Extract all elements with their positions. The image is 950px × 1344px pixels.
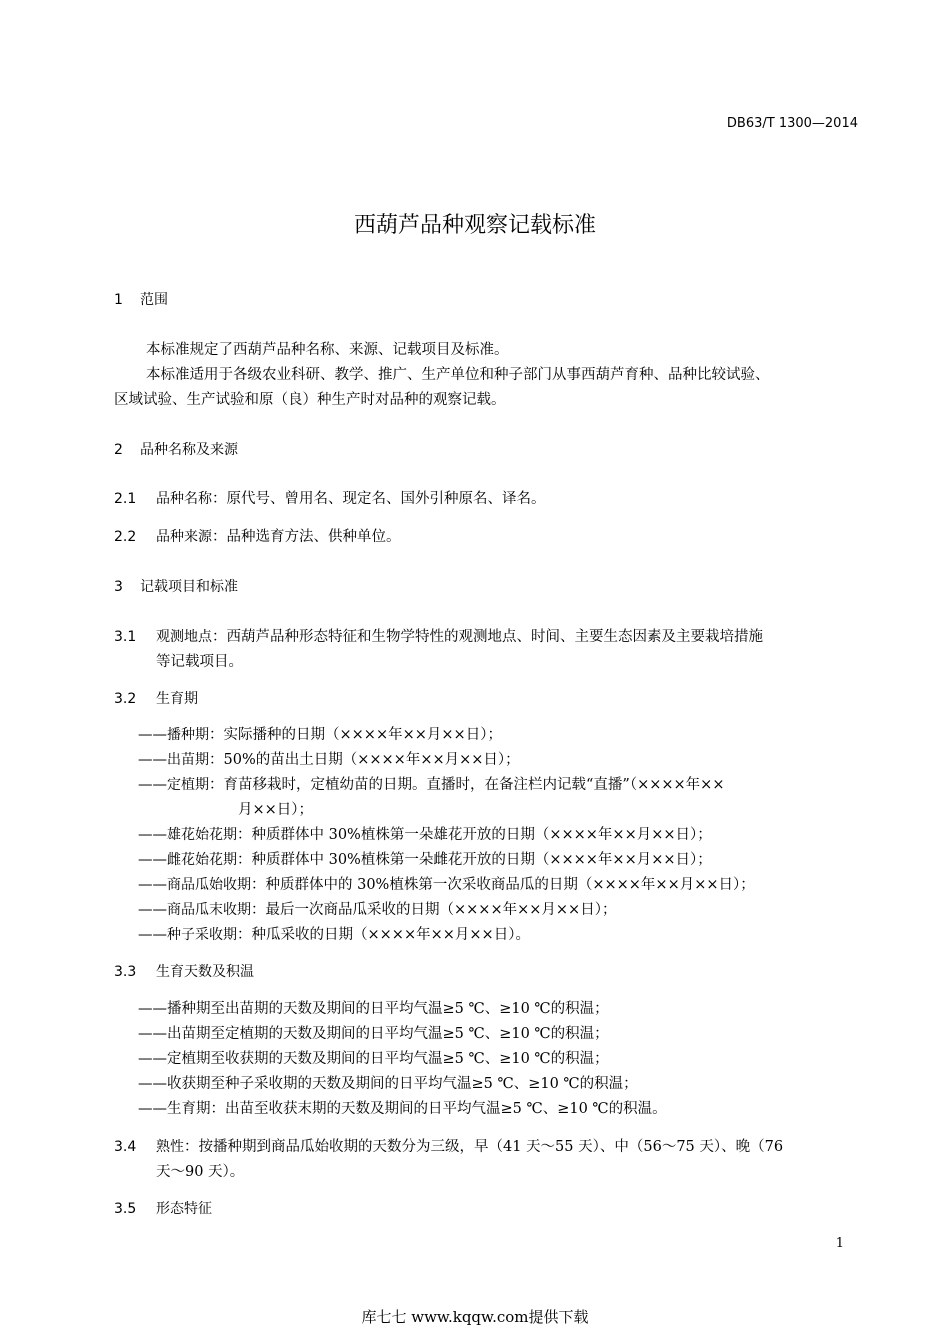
term: 定植期	[167, 777, 209, 793]
section-title: 记载项目和标准	[140, 579, 238, 595]
section-1-heading	[114, 289, 168, 309]
section-title: 品种名称及来源	[140, 442, 238, 458]
dash: ——	[138, 727, 167, 743]
section-number: 1	[114, 292, 123, 308]
item-text: 生育期：出苗至收获末期的天数及期间的日平均气温≥5 ℃、≥10 ℃的积温。	[167, 1101, 667, 1117]
term: 商品瓜末收期	[167, 902, 251, 918]
list-item	[138, 1097, 667, 1118]
section-3-heading	[114, 576, 238, 596]
list-item	[138, 748, 520, 769]
item-text: 收获期至种子采收期的天数及期间的日平均气温≥5 ℃、≥10 ℃的积温；	[167, 1076, 638, 1092]
dash: ——	[138, 877, 167, 893]
subsection-title: 生育期	[156, 691, 198, 707]
subsection-number: 3.2	[114, 691, 137, 707]
list-item	[138, 997, 609, 1018]
dash: ——	[138, 1051, 167, 1067]
list-item	[138, 923, 530, 944]
item-text: ：50%的苗出土日期（××××年××月××日）；	[209, 752, 520, 768]
dash: ——	[138, 827, 167, 843]
definition: ：原代号、曾用名、现定名、国外引种原名、译名。	[212, 491, 546, 507]
document-id: DB63/T 1300—2014	[726, 116, 858, 131]
item-text: ：种质群体中的 30%植株第一次采收商品瓜的日期（××××年××月××日）；	[251, 877, 755, 893]
item-text: ：育苗移栽时，定植幼苗的日期。直播时，在备注栏内记载“直播”（××××年××	[209, 777, 725, 793]
subsection-2-2	[114, 525, 401, 546]
term: 雄花始花期	[167, 827, 237, 843]
footer-watermark: 库七七 www.kqqw.com提供下载	[361, 1308, 589, 1326]
list-item-continuation: 月××日）；	[238, 802, 314, 818]
item-text: ：种瓜采收的日期（××××年××月××日）。	[237, 927, 530, 943]
section-number: 2	[114, 442, 123, 458]
item-text: 播种期至出苗期的天数及期间的日平均气温≥5 ℃、≥10 ℃的积温；	[167, 1001, 609, 1017]
subsection-3-4	[114, 1135, 783, 1156]
term: 种子采收期	[167, 927, 237, 943]
paragraph-continuation: 区域试验、生产试验和原（良）种生产时对品种的观察记载。	[114, 392, 506, 408]
term: 出苗期	[167, 752, 209, 768]
definition: ：品种选育方法、供种单位。	[212, 529, 401, 545]
subsection-number: 2.1	[114, 491, 137, 507]
subsection-3-1	[114, 625, 763, 646]
subsection-number: 3.1	[114, 629, 137, 645]
subsection-3-2-heading	[114, 688, 198, 708]
definition-continuation: 等记载项目。	[156, 654, 243, 670]
dash: ——	[138, 1101, 167, 1117]
item-text: ：最后一次商品瓜采收的日期（××××年××月××日）；	[251, 902, 617, 918]
section-title: 范围	[140, 292, 168, 308]
term: 熟性	[156, 1139, 184, 1155]
subsection-number: 3.3	[114, 964, 137, 980]
subsection-2-1	[114, 487, 546, 508]
dash: ——	[138, 927, 167, 943]
item-text: 出苗期至定植期的天数及期间的日平均气温≥5 ℃、≥10 ℃的积温；	[167, 1026, 609, 1042]
dash: ——	[138, 1076, 167, 1092]
term: 观测地点	[156, 629, 212, 645]
list-item	[138, 873, 755, 894]
list-item	[138, 823, 712, 844]
item-text: ：实际播种的日期（××××年××月××日）；	[209, 727, 502, 743]
term: 品种来源	[156, 529, 212, 545]
list-item	[138, 1022, 609, 1043]
list-item	[138, 848, 712, 869]
term: 播种期	[167, 727, 209, 743]
dash: ——	[138, 1001, 167, 1017]
list-item	[138, 773, 724, 794]
item-text: ：种质群体中 30%植株第一朵雌花开放的日期（××××年××月××日）；	[237, 852, 712, 868]
page-number: 1	[835, 1236, 844, 1251]
list-item	[138, 898, 616, 919]
definition: ：按播种期到商品瓜始收期的天数分为三级，早（41 天～55 天）、中（56～75 天）、晚（76	[184, 1139, 784, 1155]
subsection-number: 3.5	[114, 1201, 137, 1217]
section-number: 3	[114, 579, 123, 595]
term: 雌花始花期	[167, 852, 237, 868]
item-text: 定植期至收获期的天数及期间的日平均气温≥5 ℃、≥10 ℃的积温；	[167, 1051, 609, 1067]
definition: ：西葫芦品种形态特征和生物学特性的观测地点、时间、主要生态因素及主要栽培措施	[212, 629, 763, 645]
item-text: ：种质群体中 30%植株第一朵雄花开放的日期（××××年××月××日）；	[237, 827, 712, 843]
paragraph: 本标准适用于各级农业科研、教学、推广、生产单位和种子部门从事西葫芦育种、品种比较试验、	[146, 367, 770, 383]
subsection-title: 形态特征	[156, 1201, 212, 1217]
subsection-3-5-heading	[114, 1198, 212, 1218]
subsection-title: 生育天数及积温	[156, 964, 254, 980]
term: 品种名称	[156, 491, 212, 507]
term: 商品瓜始收期	[167, 877, 251, 893]
subsection-3-3-heading	[114, 961, 254, 981]
dash: ——	[138, 777, 167, 793]
list-item	[138, 723, 502, 744]
dash: ——	[138, 902, 167, 918]
paragraph: 本标准规定了西葫芦品种名称、来源、记载项目及标准。	[146, 342, 509, 358]
definition-continuation: 天～90 天）。	[156, 1164, 245, 1180]
page-title: 西葫芦品种观察记载标准	[353, 213, 596, 238]
list-item	[138, 1072, 638, 1093]
subsection-number: 3.4	[114, 1139, 137, 1155]
dash: ——	[138, 752, 167, 768]
section-2-heading	[114, 439, 238, 459]
list-item	[138, 1047, 609, 1068]
dash: ——	[138, 852, 167, 868]
dash: ——	[138, 1026, 167, 1042]
subsection-number: 2.2	[114, 529, 137, 545]
